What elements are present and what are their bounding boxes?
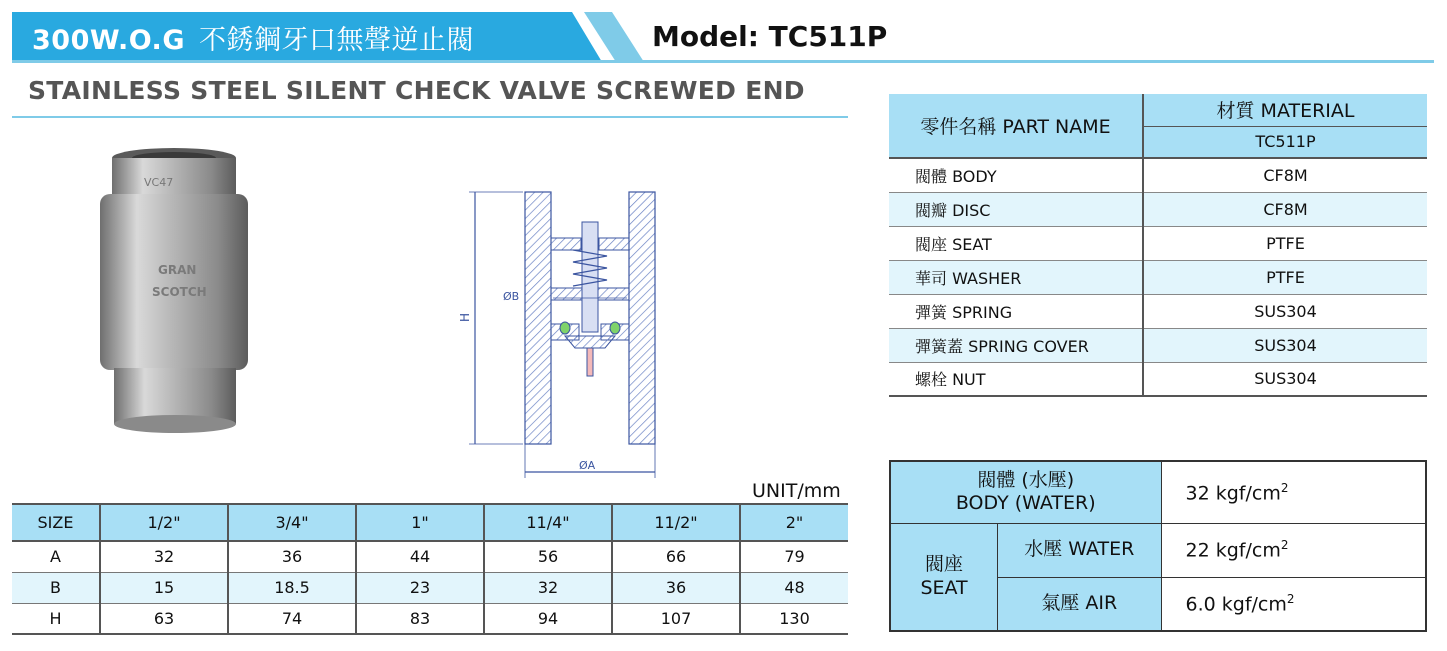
header-banner [12, 12, 652, 62]
table-cell: 66 [612, 541, 740, 572]
air-pressure-label: 氣壓 AIR [998, 577, 1161, 631]
table-row [889, 226, 1427, 260]
table-cell: 18.5 [228, 572, 356, 603]
unit-label: UNIT/mm [752, 480, 841, 502]
dim-a-label: ØA [579, 459, 596, 472]
part-name: 閥座 SEAT [889, 226, 1143, 260]
table-row [12, 603, 848, 634]
value-text: 32 kgf/cm [1185, 481, 1281, 504]
table-cell: 23 [356, 572, 484, 603]
table-cell: B [12, 572, 100, 603]
body-marking-2: SCOTCH [152, 285, 207, 299]
table-cell: 15 [100, 572, 228, 603]
table-row [889, 192, 1427, 226]
part-material: PTFE [1143, 260, 1427, 294]
pressure-rating: 300W.O.G [32, 25, 185, 56]
body-label-en: BODY (WATER) [955, 492, 1096, 515]
value-exponent: 2 [1280, 480, 1289, 495]
table-cell: 130 [740, 603, 848, 634]
body-label-cn: 閥體 (水壓) [977, 468, 1075, 491]
part-name: 螺栓 NUT [889, 362, 1143, 396]
value-exponent: 2 [1286, 592, 1295, 607]
table-header-row [889, 94, 1427, 126]
body-marking-1: GRAN [158, 263, 197, 277]
table-cell: 74 [228, 603, 356, 634]
dim-b-label: ØB [503, 290, 520, 303]
water-pressure-value [1161, 523, 1426, 577]
table-cell: 107 [612, 603, 740, 634]
size-dimension-table [12, 503, 848, 635]
banner-title [32, 18, 474, 57]
table-row [890, 523, 1426, 577]
part-material: CF8M [1143, 192, 1427, 226]
subtitle-divider [12, 116, 848, 118]
table-cell: H [12, 603, 100, 634]
table-cell: 79 [740, 541, 848, 572]
table-row [890, 461, 1426, 523]
part-name: 閥瓣 DISC [889, 192, 1143, 226]
product-subtitle: STAINLESS STEEL SILENT CHECK VALVE SCREWED END [28, 76, 805, 105]
product-photo [96, 146, 256, 436]
table-row [12, 541, 848, 572]
header-cell: SIZE [12, 504, 100, 541]
body-pressure-label [890, 461, 1161, 523]
part-material: SUS304 [1143, 328, 1427, 362]
table-row [889, 328, 1427, 362]
seat-label-cn: 閥座 [925, 553, 964, 575]
table-cell: 48 [740, 572, 848, 603]
table-cell: 56 [484, 541, 612, 572]
table-cell: 83 [356, 603, 484, 634]
cross-section-diagram [455, 178, 685, 484]
header-cell: 11/2" [612, 504, 740, 541]
part-material: CF8M [1143, 158, 1427, 192]
pressure-rating-table [889, 460, 1427, 632]
table-row [889, 294, 1427, 328]
part-name: 閥體 BODY [889, 158, 1143, 192]
table-row [889, 158, 1427, 192]
header-cell: 1/2" [100, 504, 228, 541]
part-material: PTFE [1143, 226, 1427, 260]
table-cell: A [12, 541, 100, 572]
value-text: 6.0 kgf/cm [1185, 593, 1287, 616]
part-material: SUS304 [1143, 294, 1427, 328]
part-name: 彈簧蓋 SPRING COVER [889, 328, 1143, 362]
table-cell: 36 [612, 572, 740, 603]
header-cell: 11/4" [484, 504, 612, 541]
body-pressure-value [1161, 461, 1426, 523]
part-name: 華司 WASHER [889, 260, 1143, 294]
table-cell: 63 [100, 603, 228, 634]
air-pressure-value [1161, 577, 1426, 631]
table-cell: 44 [356, 541, 484, 572]
value-exponent: 2 [1280, 538, 1289, 553]
header-cell: 3/4" [228, 504, 356, 541]
table-cell: 32 [100, 541, 228, 572]
header-cell: 2" [740, 504, 848, 541]
table-row [12, 572, 848, 603]
table-row [889, 260, 1427, 294]
value-text: 22 kgf/cm [1185, 539, 1281, 562]
table-cell: 94 [484, 603, 612, 634]
seat-pressure-label [890, 523, 998, 631]
table-cell: 32 [484, 572, 612, 603]
water-pressure-label: 水壓 WATER [998, 523, 1161, 577]
part-name-header: 零件名稱 PART NAME [889, 94, 1143, 158]
table-header-row [12, 504, 848, 541]
seat-label-en: SEAT [920, 576, 968, 599]
parts-material-table [889, 94, 1427, 397]
dim-h-label: H [458, 312, 472, 322]
header-cell: 1" [356, 504, 484, 541]
table-cell: 36 [228, 541, 356, 572]
part-name: 彈簧 SPRING [889, 294, 1143, 328]
model-number: Model: TC511P [652, 20, 888, 53]
model-header: TC511P [1143, 126, 1427, 158]
table-row [889, 362, 1427, 396]
part-material: SUS304 [1143, 362, 1427, 396]
header-divider [12, 60, 1434, 63]
product-name-cn: 不銹鋼牙口無聲逆止閥 [198, 25, 474, 56]
material-header: 材質 MATERIAL [1143, 94, 1427, 126]
svg-text:VC47: VC47 [144, 176, 174, 189]
